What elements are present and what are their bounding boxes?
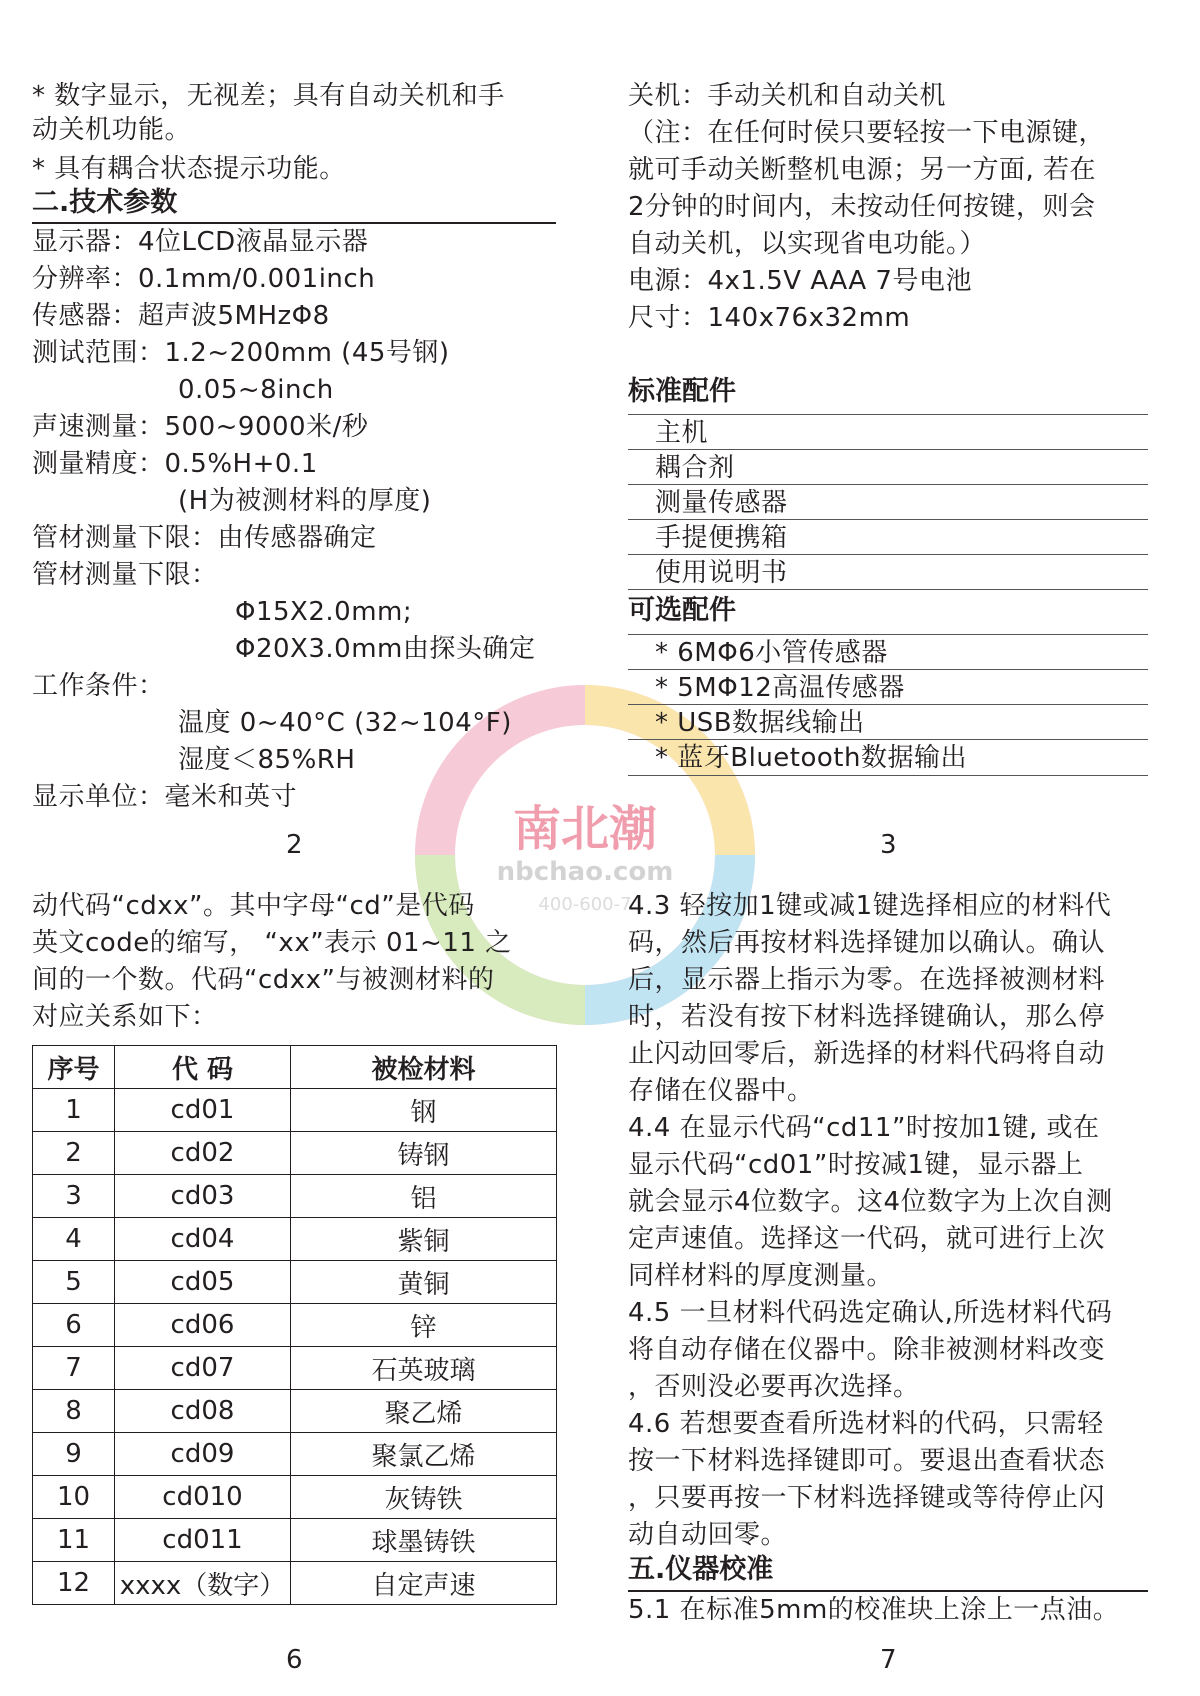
feature-line: 动关机功能。 xyxy=(32,115,192,145)
spec-range-inch: 0.05~8inch xyxy=(178,375,334,405)
section-rule xyxy=(32,222,556,224)
material-code-table xyxy=(32,1045,557,1605)
page-number: 3 xyxy=(880,830,897,860)
table-cell: 9 xyxy=(33,1433,115,1476)
table-cell: 球墨铸铁 xyxy=(291,1519,557,1562)
table-cell: 12 xyxy=(33,1562,115,1605)
divider xyxy=(628,589,1148,590)
body-line: ，否则没必要再次选择。 xyxy=(628,1372,920,1402)
table-cell: cd04 xyxy=(115,1218,291,1261)
intro-line: 间的一个数。代码“cdxx”与被测材料的 xyxy=(32,965,495,995)
table-row xyxy=(33,1562,557,1605)
spec-accuracy: 测量精度：0.5%H+0.1 xyxy=(32,449,318,479)
body-line: 将自动存储在仪器中。除非被测材料改变 xyxy=(628,1335,1106,1365)
body-line: 4.3 轻按加1键或减1键选择相应的材料代 xyxy=(628,891,1112,921)
divider xyxy=(628,634,1148,635)
table-cell: 聚乙烯 xyxy=(291,1390,557,1433)
table-cell: 3 xyxy=(33,1175,115,1218)
table-cell: 灰铸铁 xyxy=(291,1476,557,1519)
standard-item: 主机 xyxy=(655,418,709,448)
feature-line: * 具有耦合状态提示功能。 xyxy=(32,154,346,184)
table-cell: 5 xyxy=(33,1261,115,1304)
divider xyxy=(628,739,1148,740)
table-row xyxy=(33,1089,557,1132)
spec-velocity: 声速测量：500~9000米/秒 xyxy=(32,412,369,442)
spec-pipe-value: Φ20X3.0mm由探头确定 xyxy=(235,634,536,664)
standard-item: 测量传感器 xyxy=(655,488,788,518)
note-line: 2分钟的时间内，未按动任何按键，则会 xyxy=(628,192,1096,222)
body-line: 就会显示4位数字。这4位数字为上次自测 xyxy=(628,1187,1113,1217)
spec-temperature: 温度 0~40°C (32~104°F) xyxy=(178,708,512,738)
feature-line: * 数字显示，无视差；具有自动关机和手 xyxy=(32,81,505,111)
table-row xyxy=(33,1261,557,1304)
watermark-brand: 南北潮 xyxy=(512,801,658,857)
body-line: 后，显示器上指示为零。在选择被测材料 xyxy=(628,965,1106,995)
table-row xyxy=(33,1476,557,1519)
column-header: 被检材料 xyxy=(291,1046,557,1089)
body-line: 码，然后再按材料选择键加以确认。确认 xyxy=(628,928,1106,958)
optional-item: * 蓝牙Bluetooth数据输出 xyxy=(655,743,967,773)
standard-accessories-title: 标准配件 xyxy=(628,376,736,407)
table-row xyxy=(33,1218,557,1261)
optional-accessories-title: 可选配件 xyxy=(628,595,736,626)
spec-power-off: 关机：手动关机和自动关机 xyxy=(628,81,947,111)
optional-item: * 5MΦ12高温传感器 xyxy=(655,673,905,703)
spec-sensor: 传感器：超声波5MHzΦ8 xyxy=(32,301,330,331)
column-header: 代 码 xyxy=(115,1046,291,1089)
watermark-domain: nbchao.com xyxy=(496,857,674,887)
table-row xyxy=(33,1390,557,1433)
note-line: 就可手动关断整机电源；另一方面, 若在 xyxy=(628,155,1097,185)
spec-pipe-value: Φ15X2.0mm; xyxy=(235,597,413,627)
body-line: 存储在仪器中。 xyxy=(628,1076,814,1106)
table-cell: 4 xyxy=(33,1218,115,1261)
table-cell: 聚氯乙烯 xyxy=(291,1433,557,1476)
spec-dimensions: 尺寸：140x76x32mm xyxy=(628,303,911,333)
divider xyxy=(628,669,1148,670)
table-cell: 铝 xyxy=(291,1175,557,1218)
page-number: 6 xyxy=(286,1645,303,1675)
divider xyxy=(628,554,1148,555)
calibration-step: 5.1 在标准5mm的校准块上涂上一点油。 xyxy=(628,1595,1120,1625)
body-line: 显示代码“cd01”时按减1键，显示器上 xyxy=(628,1150,1084,1180)
table-cell: cd05 xyxy=(115,1261,291,1304)
spec-humidity: 湿度＜85%RH xyxy=(178,745,356,775)
optional-item: * USB数据线输出 xyxy=(655,708,865,738)
spec-pipe-limit: 管材测量下限：由传感器确定 xyxy=(32,523,377,553)
spec-range: 测试范围：1.2~200mm (45号钢) xyxy=(32,338,450,368)
table-cell: 10 xyxy=(33,1476,115,1519)
table-row xyxy=(33,1175,557,1218)
table-cell: 锌 xyxy=(291,1304,557,1347)
table-cell: 1 xyxy=(33,1089,115,1132)
table-cell: 铸钢 xyxy=(291,1132,557,1175)
section-title: 二.技术参数 xyxy=(32,187,178,218)
table-row xyxy=(33,1519,557,1562)
intro-line: 英文code的缩写， “xx”表示 01~11 之 xyxy=(32,928,512,958)
spec-conditions: 工作条件： xyxy=(32,671,165,701)
table-header-row xyxy=(33,1046,557,1089)
divider xyxy=(628,704,1148,705)
table-cell: 8 xyxy=(33,1390,115,1433)
table-cell: cd03 xyxy=(115,1175,291,1218)
body-line: 止闪动回零后，新选择的材料代码将自动 xyxy=(628,1039,1106,1069)
body-line: 动自动回零。 xyxy=(628,1520,788,1550)
table-cell: cd06 xyxy=(115,1304,291,1347)
table-cell: xxxx（数字） xyxy=(115,1562,291,1605)
column-header: 序号 xyxy=(33,1046,115,1089)
table-cell: 黄铜 xyxy=(291,1261,557,1304)
table-cell: 11 xyxy=(33,1519,115,1562)
table-cell: 2 xyxy=(33,1132,115,1175)
table-cell: cd010 xyxy=(115,1476,291,1519)
note-line: （注：在任何时侯只要轻按一下电源键， xyxy=(628,118,1106,148)
table-cell: cd09 xyxy=(115,1433,291,1476)
divider xyxy=(628,414,1148,415)
divider xyxy=(628,484,1148,485)
section-title: 五.仪器校准 xyxy=(628,1554,774,1585)
body-line: ，只要再按一下材料选择键或等待停止闪 xyxy=(628,1483,1106,1513)
table-cell: cd011 xyxy=(115,1519,291,1562)
table-cell: 7 xyxy=(33,1347,115,1390)
body-line: 4.6 若想要查看所选材料的代码，只需轻 xyxy=(628,1409,1104,1439)
note-line: 自动关机，以实现省电功能。） xyxy=(628,229,987,259)
spec-pipe-limit: 管材测量下限： xyxy=(32,560,218,590)
spec-power-supply: 电源：4x1.5V AAA 7号电池 xyxy=(628,266,972,296)
spec-accuracy-note: (H为被测材料的厚度) xyxy=(178,486,432,516)
table-row xyxy=(33,1433,557,1476)
divider xyxy=(628,519,1148,520)
body-line: 时，若没有按下材料选择键确认，那么停 xyxy=(628,1002,1106,1032)
spec-resolution: 分辨率：0.1mm/0.001inch xyxy=(32,264,376,294)
table-row xyxy=(33,1132,557,1175)
divider xyxy=(628,775,1148,776)
intro-line: 动代码“cdxx”。其中字母“cd”是代码 xyxy=(32,891,475,921)
table-cell: 钢 xyxy=(291,1089,557,1132)
optional-item: * 6MΦ6小管传感器 xyxy=(655,638,888,668)
table-row xyxy=(33,1347,557,1390)
table-cell: cd07 xyxy=(115,1347,291,1390)
spec-units: 显示单位：毫米和英寸 xyxy=(32,782,298,812)
page-number: 7 xyxy=(880,1645,897,1675)
table-cell: 石英玻璃 xyxy=(291,1347,557,1390)
table-cell: 6 xyxy=(33,1304,115,1347)
body-line: 4.5 一旦材料代码选定确认,所选材料代码 xyxy=(628,1298,1113,1328)
standard-item: 手提便携箱 xyxy=(655,523,788,553)
spec-display: 显示器：4位LCD液晶显示器 xyxy=(32,227,369,257)
table-cell: cd02 xyxy=(115,1132,291,1175)
standard-item: 使用说明书 xyxy=(655,558,788,588)
divider xyxy=(628,449,1148,450)
body-line: 按一下材料选择键即可。要退出查看状态 xyxy=(628,1446,1106,1476)
intro-line: 对应关系如下： xyxy=(32,1002,218,1032)
body-line: 定声速值。选择这一代码，就可进行上次 xyxy=(628,1224,1106,1254)
table-row xyxy=(33,1304,557,1347)
standard-item: 耦合剂 xyxy=(655,453,735,483)
table-cell: 紫铜 xyxy=(291,1218,557,1261)
table-cell: 自定声速 xyxy=(291,1562,557,1605)
body-line: 4.4 在显示代码“cd11”时按加1键, 或在 xyxy=(628,1113,1100,1143)
watermark-phone: 400-600-7 xyxy=(538,894,632,915)
table-cell: cd08 xyxy=(115,1390,291,1433)
page-number: 2 xyxy=(286,830,303,860)
body-line: 同样材料的厚度测量。 xyxy=(628,1261,894,1291)
table-cell: cd01 xyxy=(115,1089,291,1132)
section-rule xyxy=(628,1590,1148,1592)
